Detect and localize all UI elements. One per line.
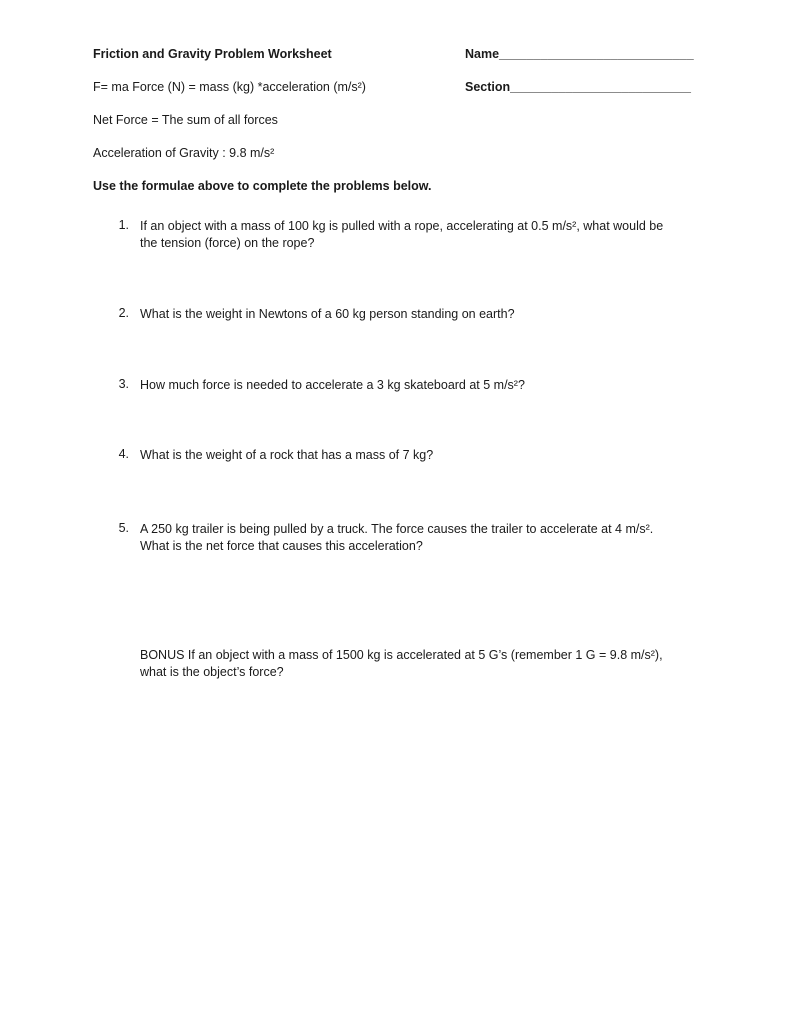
question-line: What is the weight of a rock that has a mass of 7 kg? [140, 448, 434, 462]
bonus-question [140, 647, 663, 681]
question-text [140, 377, 525, 394]
question-text [140, 306, 515, 323]
question-number: 5. [118, 521, 129, 535]
name-field[interactable]: Name____________________________ [465, 47, 694, 61]
question-text [140, 521, 653, 555]
question-line: What is the net force that causes this acceleration? [140, 539, 423, 553]
question-text [140, 218, 663, 252]
question-number: 4. [118, 447, 129, 461]
net-force-definition: Net Force = The sum of all forces [93, 113, 278, 127]
question-number: 2. [118, 306, 129, 320]
gravity-constant: Acceleration of Gravity : 9.8 m/s² [93, 146, 275, 160]
worksheet-title: Friction and Gravity Problem Worksheet [93, 47, 332, 61]
question-line: the tension (force) on the rope? [140, 236, 315, 250]
section-field[interactable]: Section__________________________ [465, 80, 691, 94]
question-line: How much force is needed to accelerate a 3 kg skateboard at 5 m/s²? [140, 378, 525, 392]
question-line: If an object with a mass of 100 kg is pulled with a rope, accelerating at 0.5 m/s², what would be [140, 219, 664, 233]
formula-line: F= ma Force (N) = mass (kg) *acceleration (m/s²) [93, 80, 366, 94]
bonus-line: BONUS If an object with a mass of 1500 kg is accelerated at 5 G’s (remember 1 G = 9.8 m/s²), [140, 648, 663, 662]
question-number: 3. [118, 377, 129, 391]
question-text [140, 447, 433, 464]
question-line: A 250 kg trailer is being pulled by a truck. The force causes the trailer to accelerate at 4 m/s². [140, 522, 654, 536]
question-number: 1. [118, 218, 129, 232]
question-line: What is the weight in Newtons of a 60 kg person standing on earth? [140, 307, 515, 321]
instructions: Use the formulae above to complete the problems below. [93, 179, 432, 193]
bonus-line: what is the object’s force? [140, 665, 284, 679]
